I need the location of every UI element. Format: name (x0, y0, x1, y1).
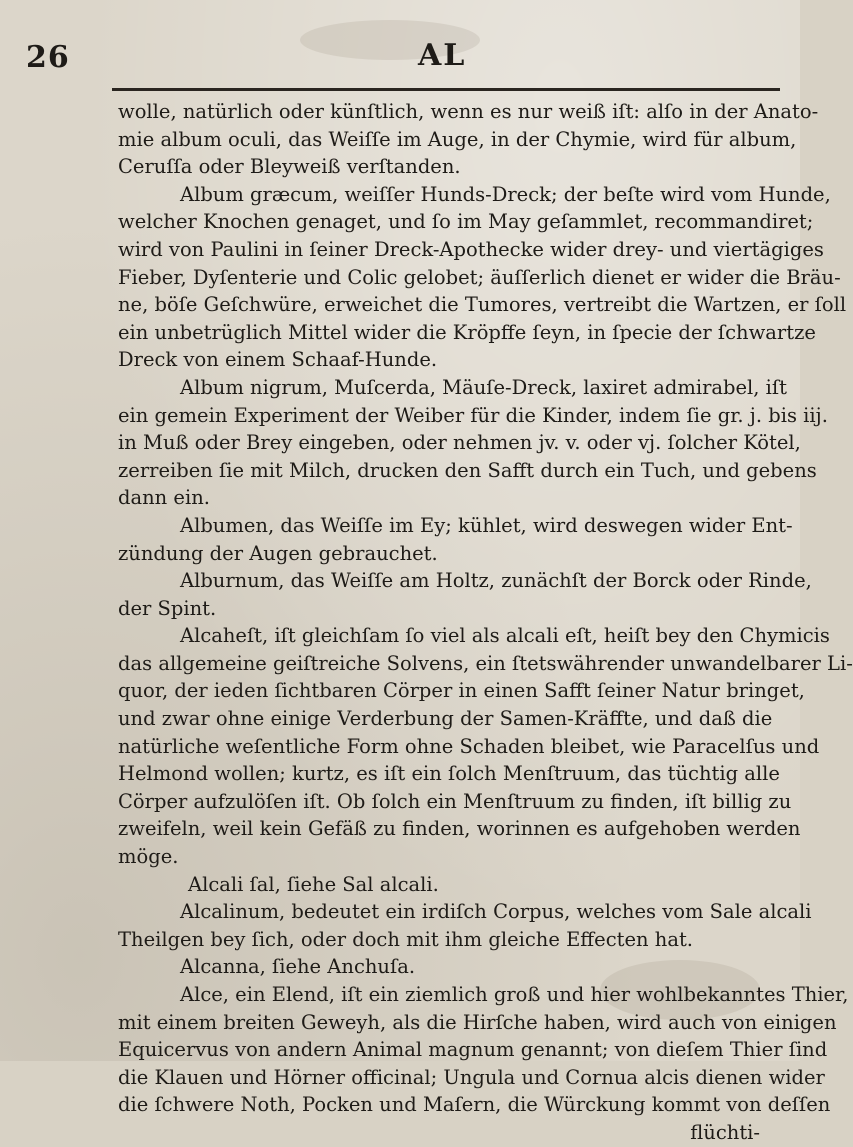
text-line: Dreck von einem Schaaf-Hunde. (118, 348, 438, 372)
text-line: welcher Knochen genaget, und ſo im May geſammlet, recommandiret; (118, 210, 814, 234)
entry-alcahest: Alcaheſt, iſt gleichſam ſo viel als alcali eſt, heiſt bey den Chymicis (180, 624, 830, 648)
text-line: natürliche weſentliche Form ohne Schaden bleibet, wie Paracelſus und (118, 734, 820, 758)
entry-alcali-sal: Alcali ſal, ſiehe Sal alcali. (188, 872, 439, 896)
text-line: ein gemein Experiment der Weiber für die Kinder, indem ſie gr. j. bis iij. (118, 403, 828, 427)
text-line: wolle, natürlich oder künſtlich, wenn es nur weiß iſt: alſo in der Anato- (118, 100, 819, 123)
entry-alcanna: Alcanna, ſiehe Anchuſa. (180, 955, 416, 979)
page-number: 26 (26, 40, 70, 75)
entry-albumen: Albumen, das Weiſſe im Ey; kühlet, wird deswegen wider Ent- (180, 513, 793, 537)
body-text (118, 98, 853, 1147)
entry-album-graecum: Album græcum, weiſſer Hunds-Dreck; der beſte wird vom Hunde, (180, 182, 831, 206)
text-line: die Klauen und Hörner officinal; Ungula und Cornua alcis dienen wider (118, 1065, 825, 1089)
text-line: dann ein. (118, 486, 210, 510)
text-line: Fieber, Dyſenterie und Colic gelobet; äuſſerlich dienet er wider die Bräu- (118, 265, 841, 289)
header-rule (112, 88, 780, 91)
text-line: zerreiben ſie mit Milch, drucken den Safft durch ein Tuch, und gebens (118, 458, 817, 482)
text-line: Ceruſſa oder Bleyweiß verſtanden. (118, 155, 461, 179)
text-line: zweifeln, weil kein Gefäß zu finden, worinnen es aufgehoben werden (118, 817, 801, 841)
text-line: zündung der Augen gebrauchet. (118, 541, 438, 565)
text-line: Cörper aufzulöſen iſt. Ob ſolch ein Menſtruum zu finden, iſt billig zu (118, 789, 792, 813)
text-line: das allgemeine geiſtreiche Solvens, ein ſtetswährender unwandelbarer Li- (118, 651, 853, 675)
entry-album-nigrum: Album nigrum, Muſcerda, Mäuſe-Dreck, laxiret admirabel, iſt (180, 375, 787, 399)
running-head: AL (418, 38, 467, 73)
text-line: Helmond wollen; kurtz, es iſt ein ſolch Menſtruum, das tüchtig alle (118, 762, 780, 786)
text-line: die ſchwere Noth, Pocken und Maſern, die Würckung kommt von deſſen (118, 1093, 831, 1117)
text-line: und zwar ohne einige Verderbung der Samen-Kräffte, und daß die (118, 707, 773, 731)
entry-alburnum: Alburnum, das Weiſſe am Holtz, zunächſt der Borck oder Rinde, (180, 569, 812, 593)
entry-alce: Alce, ein Elend, iſt ein ziemlich groß und hier wohlbekanntes Thier, (180, 983, 849, 1006)
catchword: flüchti- (690, 1120, 760, 1144)
text-line: möge. (118, 845, 179, 869)
text-line: mie album oculi, das Weiſſe im Auge, in der Chymie, wird für album, (118, 127, 797, 151)
text-line: wird von Paulini in ſeiner Dreck-Apothecke wider drey- und viertägiges (118, 237, 824, 261)
text-line: der Spint. (118, 596, 217, 620)
text-line: in Muß oder Brey eingeben, oder nehmen jv. v. oder vj. ſolcher Kötel, (118, 431, 801, 455)
text-line: ne, böſe Geſchwüre, erweichet die Tumores, vertreibt die Wartzen, er ſoll (118, 293, 847, 317)
text-line: Theilgen bey ſich, oder doch mit ihm gleiche Effecten hat. (118, 927, 693, 951)
text-line: ein unbetrüglich Mittel wider die Kröpffe ſeyn, in ſpecie der ſchwartze (118, 320, 816, 344)
text-line: Equicervus von andern Animal magnum genannt; von dieſem Thier ſind (118, 1038, 828, 1062)
text-line: quor, der ieden ſichtbaren Cörper in einen Safft ſeiner Natur bringet, (118, 679, 805, 703)
entry-alcalinum: Alcalinum, bedeutet ein irdiſch Corpus, welches vom Sale alcali (180, 900, 812, 924)
text-line: mit einem breiten Geweyh, als die Hirſche haben, wird auch von einigen (118, 1010, 837, 1034)
